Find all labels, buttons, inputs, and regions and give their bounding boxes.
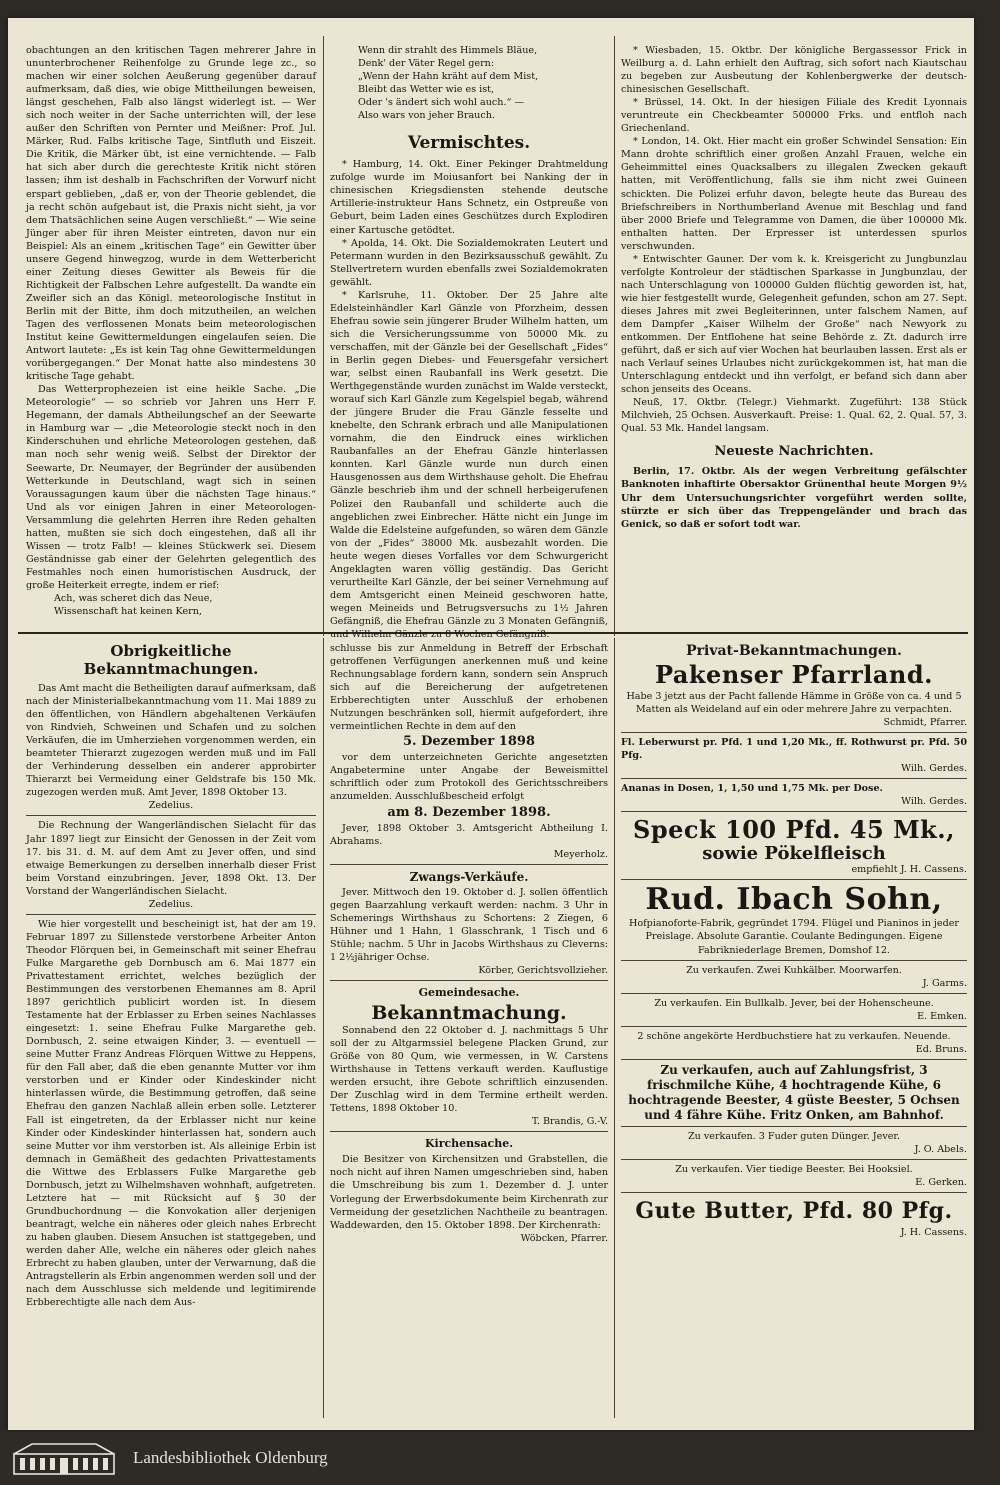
notice-signature: Zedelius. xyxy=(148,800,194,812)
column-rule-2 xyxy=(614,36,615,636)
announcement-text: Sonnabend den 22 Oktober d. J. nachmittags 5 Uhr soll der zu Altgarmssiel belegene Placken Grund, zur Größe von 80 Qum, wie vermessen, in W. Carstens Wirthshause in Tettens verkauft werden. Kauflustige werden ersucht, ihre Gebote schriftlich einzusenden. Der Zuschlag wird in dem Termine ertheilt werden. Tettens, 1898 Oktober 10. xyxy=(330,1024,608,1115)
news-item: * Apolda, 14. Okt. Die Sozialdemokraten Leutert und Petermann wurden in den Bezirksausschuß gewählt. Zu Stellvertretern wurden ebenfalls zwei Sozialdemokraten gewählt. xyxy=(330,237,608,288)
church-text: Die Besitzer von Kirchensitzen und Grabstellen, die noch nicht auf ihren Namen umgeschrieben sind, haben die Umschreibung bis zum 1. Dezember d. J. unter Vorlegung der Erwerbsdokumente beim Kirchenrath zur Vermeidung der gesetzlichen Nachtheile zu beantragen. Waddewarden, den 15. Oktober 1898. Der Kirchenrath: xyxy=(330,1154,608,1231)
notice-signature: Meyerholz. xyxy=(553,848,608,860)
weather-article-text-2: Das Wetterprophezeien ist eine heikle Sache. „Die Meteorologie“ — so schrieb vor Jahren uns Herr F. Hegemann, der damals Abtheilungschef an der Seewarte in Hamburg war — „die Meteorologie steckt noch in den Kinderschuhen und ehrliche Meteorologen gestehen, daß man noch sehr wenig weiß. Selbst der Direktor der Seewarte, Dr. Neumayer, der Begründer der ausübenden Wetterkunde in Deutschland, wagt sich in seinen Voraussagungen kaum über die nächsten Tage hinaus.“ Und als vor einigen Jahren in einer Meteorologen-Versammlung die gelehrten Herren ihre Reden gehalten hatten, mußten sie sich doch eingestehen, daß all ihr Wissen — trotz Falb! — kleines Stückwerk sei. Diesem Geständnisse gab einer der Gelehrten gelegentlich des Festmahles noch einen humoristischen Ausdruck, der große Heiterkeit erregte, indem er rief: xyxy=(26,384,316,591)
news-item: * London, 14. Okt. Hier macht ein großer Schwindel Sensation: Ein Mann drohte schriftlich einer großen Anzahl Frauen, welche ein Geheimmittel eines Quacksalbers zu illegalen Zwecken gekauft hatten, mit Veröffentlichung, falls sie ihm nicht zwei Guineen schickten. Die Polizei erfuhr davon, belegte heute das Bureau des Briefschreibers in Northumberland Avenue mit Beschlag und fand über 2000 Briefe und Telegramme von Damen, die über 100000 Mk. enthalten hatten. Der Erpresser ist unterdessen spurlos verschwunden. xyxy=(621,136,967,252)
ad-signature: E. Gerken. xyxy=(915,1176,967,1188)
poem-line: Also wars von jeher Brauch. xyxy=(358,110,495,122)
notice-signature: Zedelius. xyxy=(148,898,194,910)
column-rule-3 xyxy=(323,638,324,1418)
news-item: * Entwischter Gauner. Der vom k. k. Kreisgericht zu Jungbunzlau verfolgte Kontroleur der städtischen Sparkasse in Jungbunzlau, der nach Unterschlagung von 100000 Gulden flüchtig geworden ist, hat, wie hier festgestellt wurde, Gelegenheit gefunden, schon am 27. Sept. dieses Jahres mit zwei Begleiterinnen, unter falschem Namen, auf dem Dampfer „Kaiser Wilhelm der Große“ nach Newyork zu entkommen. Der Entflohene hat seine Behörde z. Zt. dadurch irre geführt, daß er sich auf vier Wochen hat beurlauben lassen. Erst als er nach Verlauf seines Urlaubes nicht zurückgekommen ist, hat man die Unterschlagung entdeckt und ihn verfolgt, er befand sich dann aber schon jenseits des Oceans. xyxy=(621,253,967,396)
section-heading: Vermischtes. xyxy=(407,133,531,154)
ad-signature: empfiehlt J. H. Cassens. xyxy=(851,864,967,876)
news-item: * Karlsruhe, 11. Oktober. Der 25 Jahre alte Edelsteinhändler Karl Gänzle von Pforzheim, dessen Ehefrau sowie sein jüngerer Bruder Wilhelm hatten, um sich die Versicherungssumme von 50000 Mk. zu verschaffen, mit der Gänzle bei der Gesellschaft „Fides“ in Berlin gegen Diebes- und Feuersgefahr versichert war, selbst einen Raubanfall ins Werk gesetzt. Die Werthgegenstände wurden zunächst im Walde versteckt, worauf sich Karl Gänzle zum Kegelspiel begab, während der jüngere Bruder die Frau Gänzle fesselte und knebelte, den Schrank erbrach und alle Manipulationen vornahm, die den Eindruck eines wirklichen Raubanfalles an der Ehefrau Gänzle hinterlassen konnten. Karl Gänzle wurde nun durch einen Hausgenossen aus dem Wirthshause geholt. Die Ehefrau Gänzle beschrieb ihm und der schnell herbeigerufenen Polizei den Raubanfall und schilderte auch die angeblichen zwei Einbrecher. Hätte nicht ein Junge im Walde die Edelsteine aufgefunden, so wären dem Gänzle von der „Fides“ 38000 Mk. ausbezahlt worden. Die heute wegen dieses Vorfalles vor dem Schwurgericht Angeklagten waren völlig geständig. Das Gericht verurtheilte Karl Gänzle, der bei seiner Vernehmung auf dem Amtsgericht einen Meineid geschworen hatte, wegen Meineids und Betrugsversuchs zu 1½ Jahren Gefängniß, die Ehefrau Gänzle zu 3 Monaten Gefängniß, und Wilhelm Gänzle zu 8 Wochen Gefängniß. xyxy=(330,289,608,640)
ad-signature: J. O. Abels. xyxy=(914,1143,967,1155)
notice-text: Wie hier vorgestellt und bescheinigt ist, hat der am 19. Februar 1897 zu Sillenstede verstorbene Arbeiter Anton Theodor Flörquen bei, in Gemeinschaft mit seiner Ehefrau Fulke Margarethe geb Dornbusch am 6. Mai 1877 ein Privattestament errichtet, welches bezüglich der Bestimmungen des verstorbenen Ehemannes am 8. April 1897 gerichtlich publicirt worden ist. In diesem Testamente hat der Erblasser zu Erben seines Nachlasses eingesetzt: 1. seine Ehefrau Fulke Margarethe geb. Dornbusch, 2. seine etwaigen Kinder, 3. — eventuell — seine Mutter Franz Andreas Flörquen Wittwe zu Heppens, für den Fall aber, daß die eben genannte Mutter vor ihm verstorben und er Kinder oder Kindeskinder nicht hinterlassen würde, die Bestimmung getroffen, daß seine Ehefrau den ganzen Nachlaß allein erben solle. Letzterer Fall ist eingetreten, da der Erblasser nicht nur keine Kinder oder Kindeskinder hinterlassen hat, sondern auch seine Mutter vor ihm verstorben ist. Als alleinige Erbin ist demnach in Gemäßheit des gedachten Privattestaments die Wittwe des Erblassers Fulke Margarethe geb Dornbusch, jetzt zu Wilhelmshaven wohnhaft, aufgetreten. Letztere hat — mit Rücksicht auf § 30 der Grundbuchordnung — die Konvokation aller derjenigen beantragt, welche ein näheres oder gleich nahes Erbrecht zu haben glauben. Diesem Ansuchen ist stattgegeben, und werden daher Alle, welche ein näheres oder gleich nahes Erbrecht zu haben glauben, unter der Verwarnung, daß die Antragstellerin als Erbin angenommen werden soll und der nach dem Ausschlusse sich meldende und legitimirende Erbberechtigte alle nach dem Aus- xyxy=(26,918,316,1309)
church-heading: Kirchensache. xyxy=(424,1137,514,1151)
ad-signature: E. Emken. xyxy=(917,1010,967,1022)
latest-news-heading: Neueste Nachrichten. xyxy=(714,444,874,460)
library-footer xyxy=(0,1432,1000,1485)
notice-date: am 8. Dezember 1898. xyxy=(387,804,551,820)
notice-date: 5. Dezember 1898 xyxy=(403,734,535,750)
top-right-column xyxy=(621,44,967,630)
community-heading: Gemeindesache. xyxy=(418,985,520,999)
ad-text: Hofpianoforte-Fabrik, gegründet 1794. Flügel und Pianinos in jeder Preislage. Absolute Garantie. Coulante Bedingungen. Eigene Fabrikniederlage Bremen, Domshof 12. xyxy=(628,918,959,956)
official-notices-heading: Obrigkeitliche Bekanntmachungen. xyxy=(83,642,259,678)
library-building-icon xyxy=(12,1440,116,1476)
newspaper-sheet xyxy=(8,18,974,1430)
ad-signature: Wilh. Gerdes. xyxy=(901,796,967,808)
poem-line: Ach, was scheret dich das Neue, xyxy=(54,592,213,604)
ad-text: 2 schöne angekörte Herdbuchstiere hat zu verkaufen. Neuende. xyxy=(637,1030,951,1042)
column-rule-1 xyxy=(323,36,324,636)
poem-line: Wissenschaft hat keinen Kern, xyxy=(54,606,202,618)
library-name: Landesbibliothek Oldenburg xyxy=(133,1448,328,1467)
announcement-heading: Bekanntmachung. xyxy=(371,1001,567,1024)
poem-line: Bleibt das Wetter wie es ist, xyxy=(358,84,495,96)
ad-text: Habe 3 jetzt aus der Pacht fallende Hämme in Größe von ca. 4 und 5 Matten als Weideland auf ein oder mehrere Jahre zu verpachten. xyxy=(626,691,962,716)
bottom-left-column xyxy=(26,642,316,1422)
bottom-middle-column xyxy=(330,642,608,1422)
ad-text: Fl. Leberwurst pr. Pfd. 1 und 1,20 Mk., ff. Rothwurst pr. Pfd. 50 Pfg. xyxy=(621,737,967,762)
top-middle-column xyxy=(330,44,608,640)
weather-article-text: obachtungen an den kritischen Tagen mehrerer Jahre in ununterbrochener Reihenfolge zu Grunde lege zc., so machen wir einer solchen Aeußerung gegenüber darauf aufmerksam, daß dies, wie obige Mittheilungen beweisen, längst geschehen, Falb also längst widerlegt ist. — Wer sich noch weiter in der Sache unterrichten will, der lese außer den Schriften von Pernter und Meißner: Prof. Jul. Märker, Rud. Falbs kritische Tage, Sintfluth und Eiszeit. Die Kritik, die Märker übt, ist eine vernichtende. — Falb hat sich aber durch die gerechteste Kritik nicht stören lassen; ihm ist deshalb in Fachschriften der Vorwurf nicht erspart geblieben, „daß er, von der Theorie geblendet, die ja recht schön aufgebaut ist, die Praxis nicht sieht, ja vor dem Thatsächlichen seine Augen verschließt.“ — Wie seine Jünger aber für ihren Meister eintreten, davon nur ein Beispiel: Als an einem „kritischen Tage“ ein Gewitter über unsere Gegend hinwegzog, wurde in dem Wetterbericht einer Zeitung dieses Gewitter als Beweis für die Richtigkeit der Falbschen Lehre aufgestellt. Da wandte ein Zweifler sich an das Königl. meteorologische Institut in Berlin mit der Bitte, ihm doch mitzutheilen, an welchen Tagen des verflossenen Monats beim meteorologischen Institut keine Gewittermeldungen eingelaufen seien. Die Antwort lautete: „Es ist kein Tag ohne Gewittermeldungen vorübergegangen.“ Der Monat hatte also mindestens 30 kritische Tage gehabt. xyxy=(26,45,316,383)
ad-text: Zu verkaufen. 3 Fuder guten Dünger. Jever. xyxy=(687,1130,901,1142)
ad-text: Zu verkaufen, auch auf Zahlungsfrist, 3 frischmilche Kühe, 4 hochtragende Kühe, 6 hochtragende Beester, 4 güste Beester, 5 Ochsen und 4 fähre Kühe. Fritz Onken, am Bahnhof. xyxy=(628,1062,960,1122)
private-notices-heading: Privat-Bekanntmachungen. xyxy=(686,643,902,659)
news-item: * Wiesbaden, 15. Oktbr. Der königliche Bergassessor Frick in Weilburg a. d. Lahn erhielt den Auftrag, sich sofort nach Kiautschau zu begeben zur Ausbeutung der Kohlenbergwerke der deutsch-chinesischen Gesellschaft. xyxy=(621,45,967,96)
poem-line: „Wenn der Hahn kräht auf dem Mist, xyxy=(358,71,539,83)
top-left-column xyxy=(26,44,316,630)
notice-text: Jever, 1898 Oktober 3. Amtsgericht Abtheilung I. Abrahams. xyxy=(330,822,608,847)
ad-title: Pakenser Pfarrland. xyxy=(654,660,934,689)
church-signature: Wöbcken, Pfarrer. xyxy=(520,1232,608,1244)
poem-line: Wenn dir strahlt des Himmels Bläue, xyxy=(358,45,538,56)
ad-text: Ananas in Dosen, 1, 1,50 und 1,75 Mk. per Dose. xyxy=(621,783,883,795)
notice-text: vor dem unterzeichneten Gerichte angesetzten Angabetermine unter Angabe der Beweismittel schriftlich oder zum Protokoll des Gerichtsschreibers anzumelden. Ausschlußbescheid erfolgt xyxy=(330,752,608,803)
ad-signature: Ed. Bruns. xyxy=(915,1043,967,1055)
auction-signature: Körber, Gerichtsvollzieher. xyxy=(478,964,608,976)
notice-text: Die Rechnung der Wangerländischen Sielacht für das Jahr 1897 liegt zur Einsicht der Genossen in der Zeit vom 17. bis 31. d. M. auf dem Amt zu Jever offen, und sind etwaige Bemerkungen zu derselben innerhalb dieser Frist beim Vorstand einzubringen. Jever, 1898 Okt. 13. Der Vorstand der Wangerländischen Sielacht. xyxy=(26,820,316,897)
ad-signature: Wilh. Gerdes. xyxy=(901,763,967,775)
column-rule-4 xyxy=(614,638,615,1418)
news-item: Neuß, 17. Oktbr. (Telegr.) Viehmarkt. Zugeführt: 138 Stück Milchvieh, 25 Ochsen. Ausverkauft. Preise: 1. Qual. 62, 2. Qual. 57, 3. Qual. 53 Mk. Handel langsam. xyxy=(621,397,967,435)
ad-signature: Schmidt, Pfarrer. xyxy=(883,717,967,729)
auction-text: Jever. Mittwoch den 19. Oktober d. J. sollen öffentlich gegen Baarzahlung verkauft werden: nachm. 3 Uhr in Schemerings Wirthshaus zu Schortens: 2 Ziegen, 6 Hühner und 1 Hahn, 1 Glasschrank, 1 Tisch und 6 Stühle; nachm. 5 Uhr in Jacobs Wirthshaus zu Cleverns: 1 2½jähriger Ochse. xyxy=(330,886,608,963)
ad-signature: J. Garms. xyxy=(922,977,967,989)
ad-title: Speck 100 Pfd. 45 Mk., xyxy=(633,815,955,845)
ad-subtitle: sowie Pökelfleisch xyxy=(702,843,886,865)
ad-text: Zu verkaufen. Ein Bullkalb. Jever, bei der Hohenscheune. xyxy=(654,997,934,1009)
notice-text: Das Amt macht die Betheiligten darauf aufmerksam, daß nach der Ministerialbekanntmachung vom 11. Mai 1889 zu den öffentlichen, von Händlern abgehaltenen Verkäufen von Rindvieh, Schweinen und Schafen und zu solchen Verkäufen, die im Umherziehen vorgenommen werden, ein beamteter Thierarzt zugezogen werden muß und im Fall der Verhinderung desselben ein anderer approbirter Thierarzt bei Vermeidung einer Geldstrafe bis 150 Mk. zugezogen werden muß. Amt Jever, 1898 Oktober 13. xyxy=(26,683,316,799)
notice-text: schlusse bis zur Anmeldung in Betreff der Erbschaft getroffenen Verfügungen anerkennen muß und keine Rechnungsablage fordern kann, sondern sein Anspruch sich auf die Bereicherung der aufgetretenen Erbberechtigten unter Ausschluß der erhobenen Nutzungen beschränken soll, hiermit aufgefordert, ihre vermeintlichen Rechte in dem auf den xyxy=(330,643,608,733)
auction-heading: Zwangs-Verkäufe. xyxy=(409,869,529,884)
bottom-right-column xyxy=(621,642,967,1422)
ad-title: Rud. Ibach Sohn, xyxy=(645,882,943,918)
ad-text: Zu verkaufen. Zwei Kuhkälber. Moorwarfen. xyxy=(686,964,902,976)
poem-line: Oder 's ändert sich wohl auch.“ — xyxy=(358,97,525,109)
latest-news-text: Berlin, 17. Oktbr. Als der wegen Verbreitung gefälschter Banknoten inhaftirte Obersaktor Grünenthal heute Morgen 9½ Uhr dem Untersuchungsrichter vorgeführt werden sollte, stürzte er sich über das Treppengeländer und brach das Genick, so daß er sofort todt war. xyxy=(621,466,967,530)
ad-signature: J. H. Cassens. xyxy=(900,1227,967,1239)
poem-line: Denk' der Väter Regel gern: xyxy=(358,58,495,70)
ad-title: Gute Butter, Pfd. 80 Pfg. xyxy=(635,1198,953,1225)
announcement-signature: T. Brandis, G.-V. xyxy=(531,1116,608,1128)
ad-text: Zu verkaufen. Vier tiedige Beester. Bei Hooksiel. xyxy=(675,1163,913,1175)
news-item: * Brüssel, 14. Okt. In der hiesigen Filiale des Kredit Lyonnais veruntreute ein Checkbeamter 500000 Frks. und entfloh nach Griechenland. xyxy=(621,97,967,135)
news-item: * Hamburg, 14. Okt. Einer Pekinger Drahtmeldung zufolge wurde im Moiusanfort bei Nanking der in chinesischen Kriegsdiensten stehende deutsche Artillerie-instrukteur Hans Schnetz, ein Ostpreuße von Geburt, beim Laden eines Geschützes durch Explodiren einer Kartusche getödtet. xyxy=(330,159,608,236)
